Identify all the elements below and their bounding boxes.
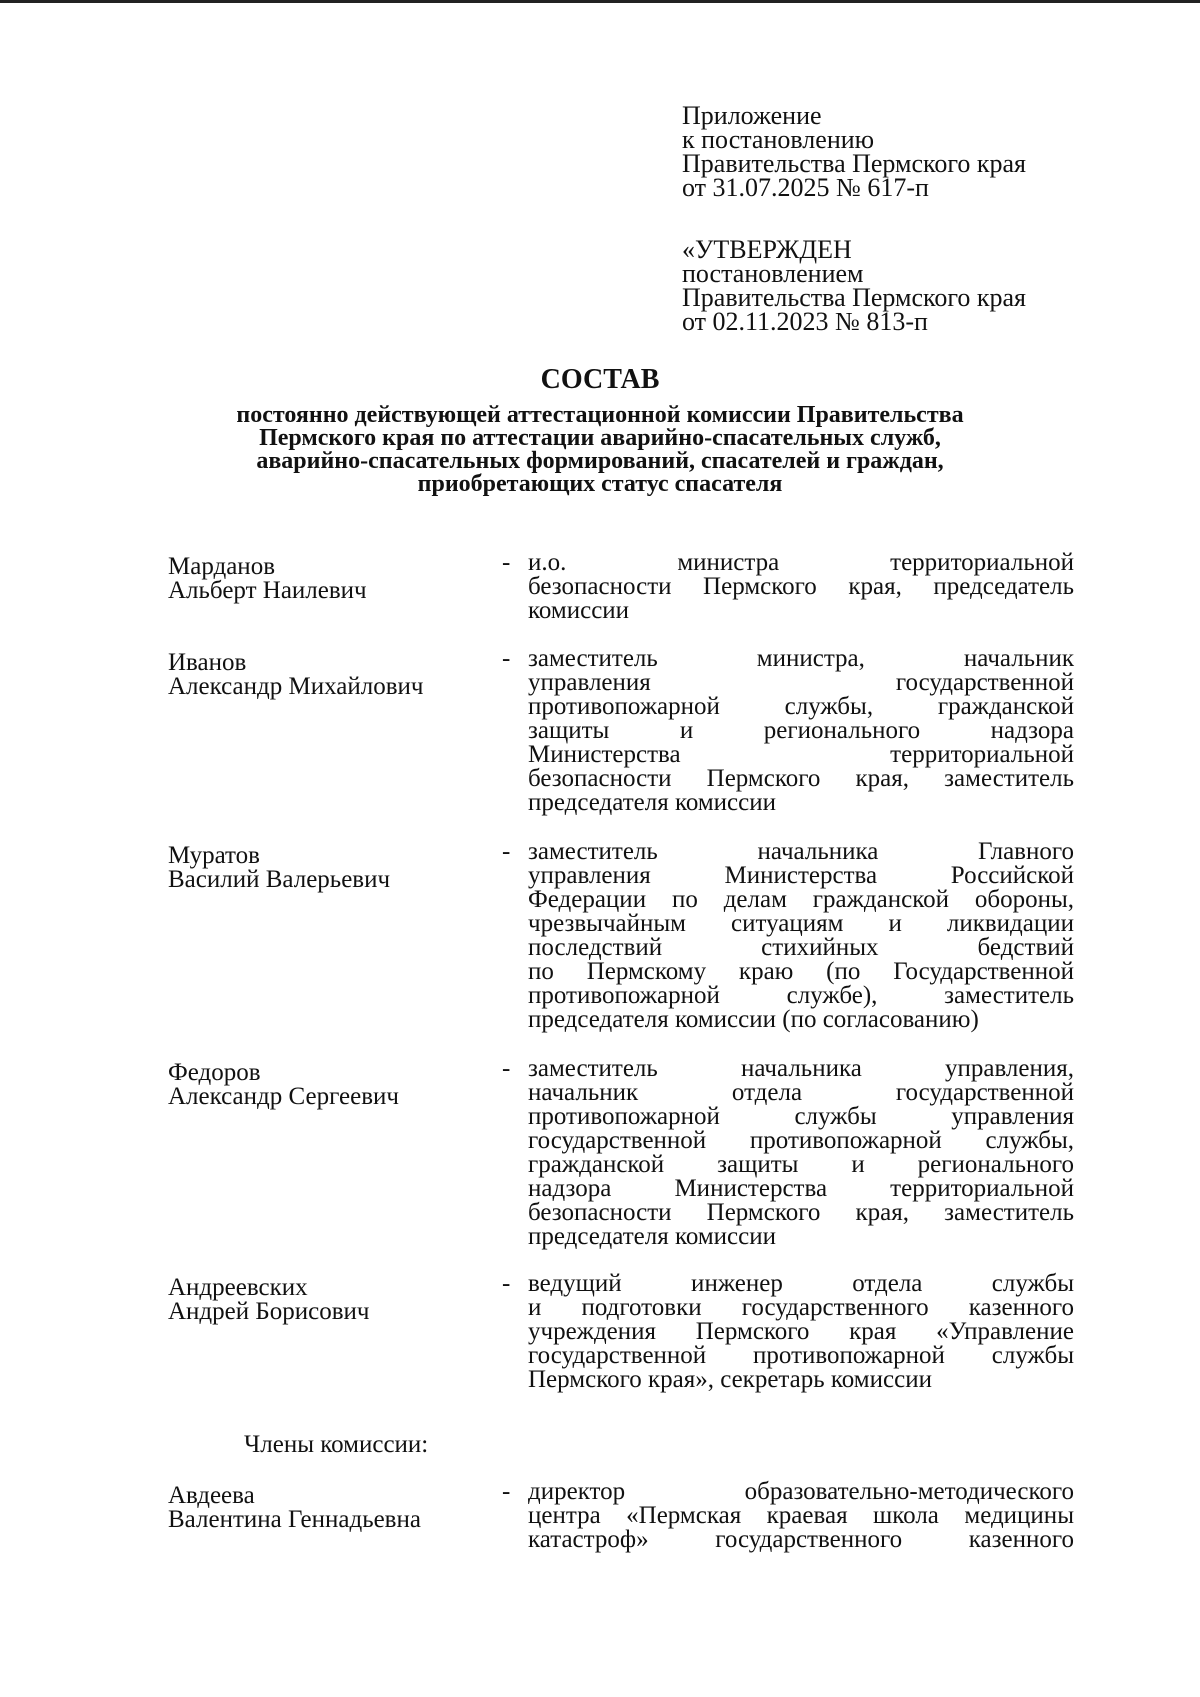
position-line: противопожарной службы управления [528, 1103, 1074, 1130]
position-line: председателя комиссии [528, 789, 776, 816]
appendix-line: Правительства Пермского края [682, 149, 1026, 178]
position-line: начальник отдела государственной [528, 1079, 1074, 1106]
position-line: последствий стихийных бедствий [528, 934, 1074, 961]
appendix-line: Приложение [682, 101, 822, 130]
member-name [168, 844, 488, 892]
position-line: и подготовки государственного казенного [528, 1294, 1074, 1321]
member-position [528, 647, 1074, 815]
appendix-header [682, 101, 1142, 336]
document-title: СОСТАВ [540, 364, 660, 395]
position-line: директор образовательно-методического [528, 1478, 1074, 1505]
member-name [168, 1484, 488, 1532]
member-given-name: Василий Валерьевич [168, 866, 391, 893]
position-line: по Пермскому краю (по Государственной [528, 958, 1074, 985]
member-name [168, 555, 488, 603]
member-surname: Муратов [168, 842, 260, 869]
position-line: Министерства территориальной [528, 741, 1074, 768]
position-line: учреждения Пермского края «Управление [528, 1318, 1074, 1345]
member-surname: Иванов [168, 649, 247, 676]
appendix-line: к постановлению [682, 125, 875, 154]
appendix-line: от 31.07.2025 № 617-п [682, 173, 929, 202]
approval-block [682, 235, 1142, 336]
entry-dash: - [502, 838, 511, 865]
position-line: председателя комиссии [528, 1223, 776, 1250]
document-subtitle [150, 404, 1050, 496]
member-position [528, 1057, 1074, 1249]
position-line: противопожарной службе), заместитель [528, 982, 1074, 1009]
entry-dash: - [502, 1478, 511, 1505]
member-surname: Авдеева [168, 1482, 255, 1509]
position-line: защиты и регионального надзора [528, 717, 1074, 744]
member-name [168, 651, 488, 699]
position-line: заместитель начальника Главного [528, 838, 1074, 865]
subtitle-line: постоянно действующей аттестационной комиссии Правительства [236, 402, 964, 428]
scan-edge [0, 0, 1200, 3]
position-line: заместитель министра, начальник [528, 645, 1074, 672]
entry-dash: - [502, 1270, 511, 1297]
subtitle-line: аварийно-спасательных формирований, спасателей и граждан, [256, 448, 944, 474]
position-line: управления государственной [528, 669, 1074, 696]
position-line: государственной противопожарной службы [528, 1342, 1074, 1369]
position-line: председателя комиссии (по согласованию) [528, 1006, 979, 1033]
position-line: комиссии [528, 597, 630, 624]
member-given-name: Александр Сергеевич [168, 1083, 399, 1110]
position-line: управления Министерства Российской [528, 862, 1074, 889]
position-line: Пермского края», секретарь комиссии [528, 1366, 932, 1393]
position-line: безопасности Пермского края, заместитель [528, 765, 1074, 792]
position-line: ведущий инженер отдела службы [528, 1270, 1074, 1297]
position-line: гражданской защиты и регионального [528, 1151, 1074, 1178]
entry-dash: - [502, 645, 511, 672]
member-surname: Федоров [168, 1059, 261, 1086]
position-line: и.о. министра территориальной [528, 549, 1074, 576]
member-position [528, 1480, 1074, 1552]
position-line: центра «Пермская краевая школа медицины [528, 1502, 1074, 1529]
position-line: безопасности Пермского края, председатель [528, 573, 1074, 600]
member-surname: Марданов [168, 553, 275, 580]
member-name [168, 1061, 488, 1109]
approval-line: Правительства Пермского края [682, 283, 1026, 312]
member-given-name: Александр Михайлович [168, 673, 424, 700]
entry-dash: - [502, 549, 511, 576]
members-heading: Члены комиссии: [244, 1431, 429, 1458]
approval-line: «УТВЕРЖДЕН [682, 235, 852, 264]
member-position [528, 551, 1074, 623]
member-surname: Андреевских [168, 1274, 308, 1301]
position-line: заместитель начальника управления, [528, 1055, 1074, 1082]
position-line: катастроф» государственного казенного [528, 1526, 1074, 1553]
member-position [528, 1272, 1074, 1392]
position-line: надзора Министерства территориальной [528, 1175, 1074, 1202]
member-given-name: Валентина Геннадьевна [168, 1506, 421, 1533]
member-given-name: Альберт Наилевич [168, 577, 367, 604]
position-line: государственной противопожарной службы, [528, 1127, 1074, 1154]
entry-dash: - [502, 1055, 511, 1082]
subtitle-line: приобретающих статус спасателя [417, 471, 783, 497]
member-given-name: Андрей Борисович [168, 1298, 370, 1325]
approval-line: постановлением [682, 259, 864, 288]
position-line: безопасности Пермского края, заместитель [528, 1199, 1074, 1226]
approval-line: от 02.11.2023 № 813-п [682, 307, 928, 336]
position-line: чрезвычайным ситуациям и ликвидации [528, 910, 1074, 937]
position-line: противопожарной службы, гражданской [528, 693, 1074, 720]
appendix-block [682, 101, 1142, 202]
position-line: Федерации по делам гражданской обороны, [528, 886, 1074, 913]
member-position [528, 840, 1074, 1032]
subtitle-line: Пермского края по аттестации аварийно-спасательных служб, [259, 425, 941, 451]
member-name [168, 1276, 488, 1324]
